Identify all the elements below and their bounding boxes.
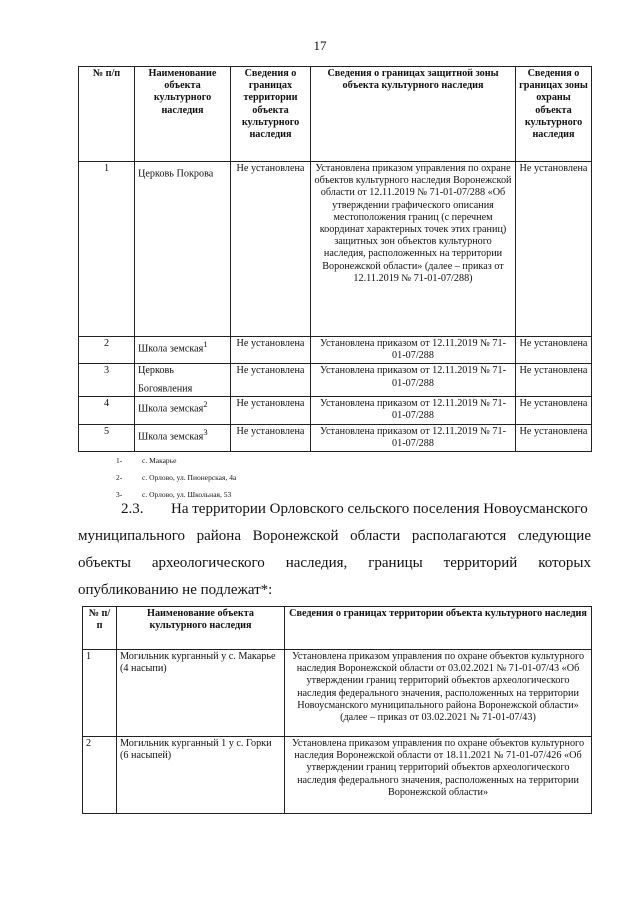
- protective-zone-info: Установлена приказом от 12.11.2019 № 71-01-07/288: [311, 337, 516, 364]
- object-name: Могильник курганный у с. Макарье (4 насыпи): [117, 650, 285, 737]
- footnote: 3- с. Орлово, ул. Школьная, 53: [116, 490, 232, 499]
- table-row: [79, 424, 592, 451]
- protective-zone-info: Установлена приказом от 12.11.2019 № 71-01-07/288: [311, 424, 516, 451]
- paragraph-line: 2.3. На территории Орловского сельского поселения Новоусманского: [78, 496, 591, 523]
- object-name: Школа земская$^1$: [135, 337, 231, 364]
- row-number: 5: [79, 424, 135, 451]
- security-zone-info: Не установлена: [516, 397, 592, 424]
- protective-zone-info: Установлена приказом от 12.11.2019 № 71-01-07/288: [311, 364, 516, 397]
- header-security-zone: Сведения о границах зоны охраны объекта культурного наследия: [516, 67, 592, 162]
- security-zone-info: Не установлена: [516, 337, 592, 364]
- header-number: № п/п: [83, 607, 117, 650]
- territory-info: Не установлена: [231, 337, 311, 364]
- table-row: [79, 162, 592, 337]
- protective-zone-info: Установлена приказом от 12.11.2019 № 71-01-07/288: [311, 397, 516, 424]
- table-row: [83, 650, 592, 737]
- archaeology-table: [82, 606, 592, 814]
- row-number: 4: [79, 397, 135, 424]
- header-object-name: Наименование объекта культурного наследия: [135, 67, 231, 162]
- table-header-row: [79, 67, 592, 162]
- table-row: [79, 337, 592, 364]
- object-name: Могильник курганный 1 у с. Горки (6 насыпей): [117, 737, 285, 814]
- object-name: Церковь Покрова: [135, 162, 231, 337]
- row-number: 3: [79, 364, 135, 397]
- footnote: 1- с. Макарье: [116, 456, 177, 465]
- header-territory: Сведения о границах территории объекта культурного наследия: [285, 607, 592, 650]
- territory-info: Не установлена: [231, 424, 311, 451]
- territory-info: Не установлена: [231, 162, 311, 337]
- row-number: 2: [83, 737, 117, 814]
- security-zone-info: Не установлена: [516, 364, 592, 397]
- paragraph-line: опубликованию не подлежат*:: [78, 582, 273, 598]
- object-name: Школа земская$^2$: [135, 397, 231, 424]
- footnote: 2- с. Орлово, ул. Пионерская, 4а: [116, 473, 237, 482]
- object-name: Школа земская$^3$: [135, 424, 231, 451]
- security-zone-info: Не установлена: [516, 162, 592, 337]
- header-number: № п/п: [79, 67, 135, 162]
- header-object-name: Наименование объекта культурного наследия: [117, 607, 285, 650]
- paragraph-line: объекты археологического наследия, границы территорий которых: [78, 555, 591, 571]
- section-number: 2.3.: [121, 501, 144, 517]
- header-protective-zone: Сведения о границах защитной зоны объекта культурного наследия: [311, 67, 516, 162]
- row-number: 2: [79, 337, 135, 364]
- territory-info: Не установлена: [231, 397, 311, 424]
- section-paragraph: [78, 496, 591, 604]
- table-row: [79, 364, 592, 397]
- page-number: 17: [313, 38, 327, 53]
- protective-zone-info: Установлена приказом управления по охране объектов культурного наследия Воронежской области от 12.11.2019 № 71-01-07/288 «Об утверждении графического описания местоположения границ (с перечнем координат характерных точек этих границ) защитных зон объектов культурного наследия, расположенных на территории Воронежской области» (далее – приказ от 12.11.2019 № 71-01-07/288): [311, 162, 516, 337]
- table-header-row: [83, 607, 592, 650]
- row-number: 1: [83, 650, 117, 737]
- object-name: Церковь Богоявления: [135, 364, 231, 397]
- heritage-objects-table: [78, 66, 592, 452]
- table-row: [79, 397, 592, 424]
- row-number: 1: [79, 162, 135, 337]
- territory-info: Установлена приказом управления по охране объектов культурного наследия Воронежской области от 18.11.2021 № 71-01-07/426 «Об утверждении границ территорий объектов археологического наследия федерального значения, расположенных на территории Воронежской области»: [285, 737, 592, 814]
- territory-info: Установлена приказом управления по охране объектов культурного наследия Воронежской области от 03.02.2021 № 71-01-07/43 «Об утверждении границ территорий объектов археологического наследия федерального значения, расположенных на территории Новоусманского муниципального района Воронежской области» (далее – приказ от 03.02.2021 № 71-01-07/43): [285, 650, 592, 737]
- table-row: [83, 737, 592, 814]
- territory-info: Не установлена: [231, 364, 311, 397]
- security-zone-info: Не установлена: [516, 424, 592, 451]
- paragraph-line: муниципального района Воронежской области располагаются следующие: [78, 528, 591, 544]
- header-territory: Сведения о границах территории объекта культурного наследия: [231, 67, 311, 162]
